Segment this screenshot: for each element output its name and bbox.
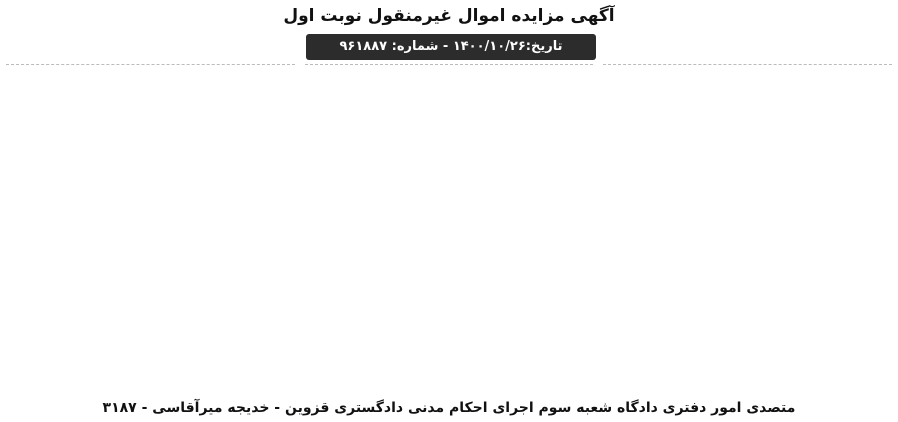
body-column-left <box>6 64 295 382</box>
notice-frame <box>6 4 892 418</box>
notice-footer: متصدی امور دفتری دادگاه شعبه سوم اجرای احکام مدنی دادگستری قزوین - خدیجه میرآقاسی - ۳۱۸۷ <box>102 400 796 416</box>
date-ribbon: تاریخ:۱۴۰۰/۱۰/۲۶ - شماره: ۹۶۱۸۸۷ <box>306 34 596 60</box>
notice-title: آگهی مزایده اموال غیرمنقول نوبت اول <box>283 6 615 26</box>
body-column-right <box>603 64 892 382</box>
notice-body <box>6 64 892 382</box>
body-column-middle <box>305 64 594 382</box>
